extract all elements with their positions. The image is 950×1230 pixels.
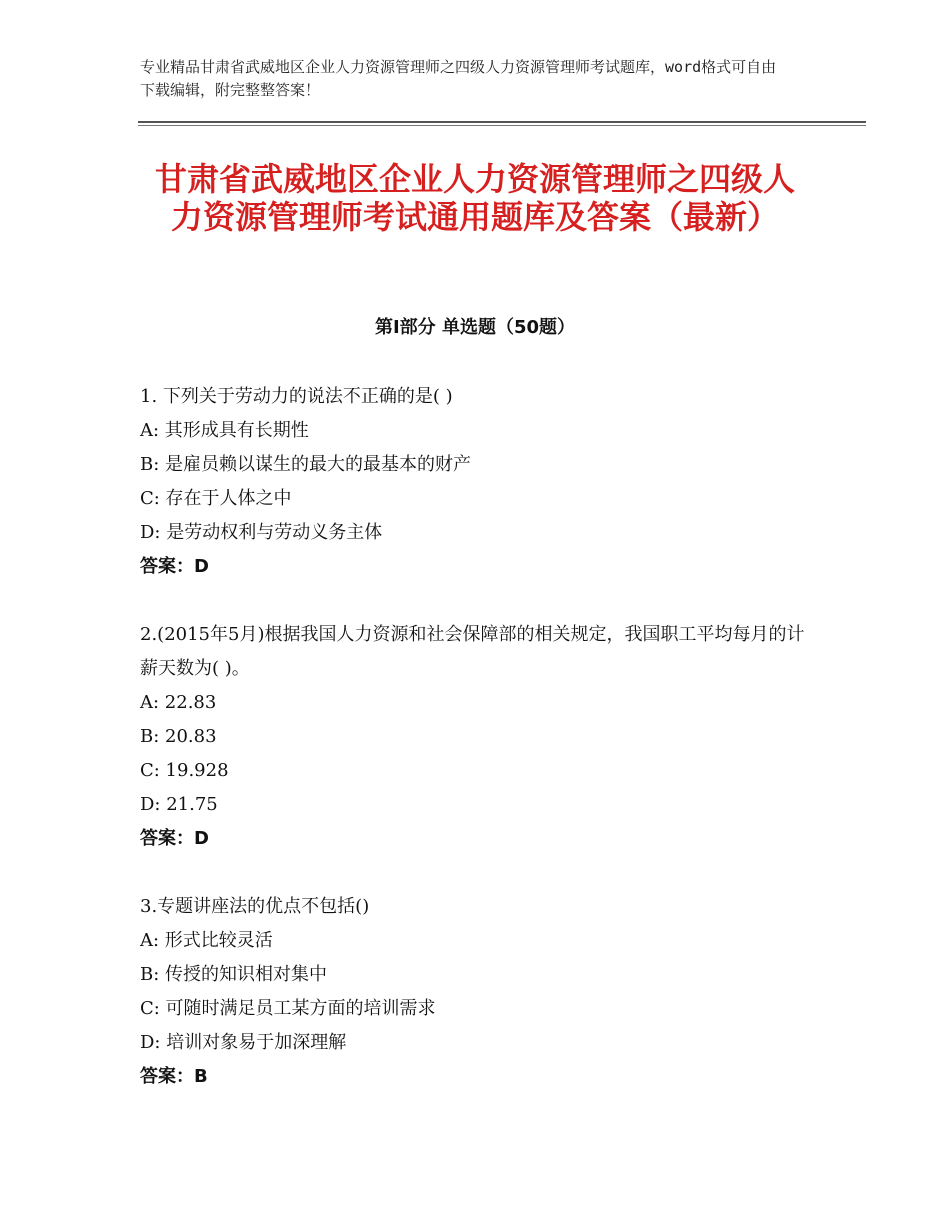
option-c: C: 19.928: [140, 760, 229, 781]
document-title: 甘肃省武威地区企业人力资源管理师之四级人力资源管理师考试通用题库及答案（最新）: [154, 160, 795, 236]
option-list: [140, 414, 810, 550]
header-rule-thick: [138, 121, 866, 123]
header-rule-thin: [138, 125, 866, 126]
section-heading: 第Ⅰ部分 单选题（50题）: [374, 317, 575, 338]
option-list: [140, 686, 810, 822]
option-c: C: 存在于人体之中: [140, 488, 292, 509]
option-b: B: 传授的知识相对集中: [140, 964, 328, 985]
question-3: [140, 890, 810, 1094]
option-b: B: 是雇员赖以谋生的最大的最基本的财产: [140, 454, 472, 475]
question-stem: 1. 下列关于劳动力的说法不正确的是( ): [140, 386, 453, 407]
answer-line: 答案：B: [140, 1066, 208, 1087]
question-2: [140, 618, 810, 856]
option-list: [140, 924, 810, 1060]
question-1: [140, 380, 810, 584]
header-note: 专业精品甘肃省武威地区企业人力资源管理师之四级人力资源管理师考试题库，word格式可自由下载编辑，附完整整答案！: [140, 58, 777, 99]
answer-line: 答案：D: [140, 556, 209, 577]
option-d: D: 培训对象易于加深理解: [140, 1032, 347, 1053]
question-list: [140, 380, 810, 1128]
answer-line: 答案：D: [140, 828, 209, 849]
option-a: A: 其形成具有长期性: [140, 420, 309, 441]
option-d: D: 21.75: [140, 794, 218, 815]
option-b: B: 20.83: [140, 726, 217, 747]
option-d: D: 是劳动权利与劳动义务主体: [140, 522, 383, 543]
option-a: A: 形式比较灵活: [140, 930, 273, 951]
question-stem: 3.专题讲座法的优点不包括(): [140, 896, 370, 917]
option-c: C: 可随时满足员工某方面的培训需求: [140, 998, 436, 1019]
option-a: A: 22.83: [140, 692, 217, 713]
question-stem: 2.(2015年5月)根据我国人力资源和社会保障部的相关规定，我国职工平均每月的计薪天数为( )。: [140, 624, 805, 679]
